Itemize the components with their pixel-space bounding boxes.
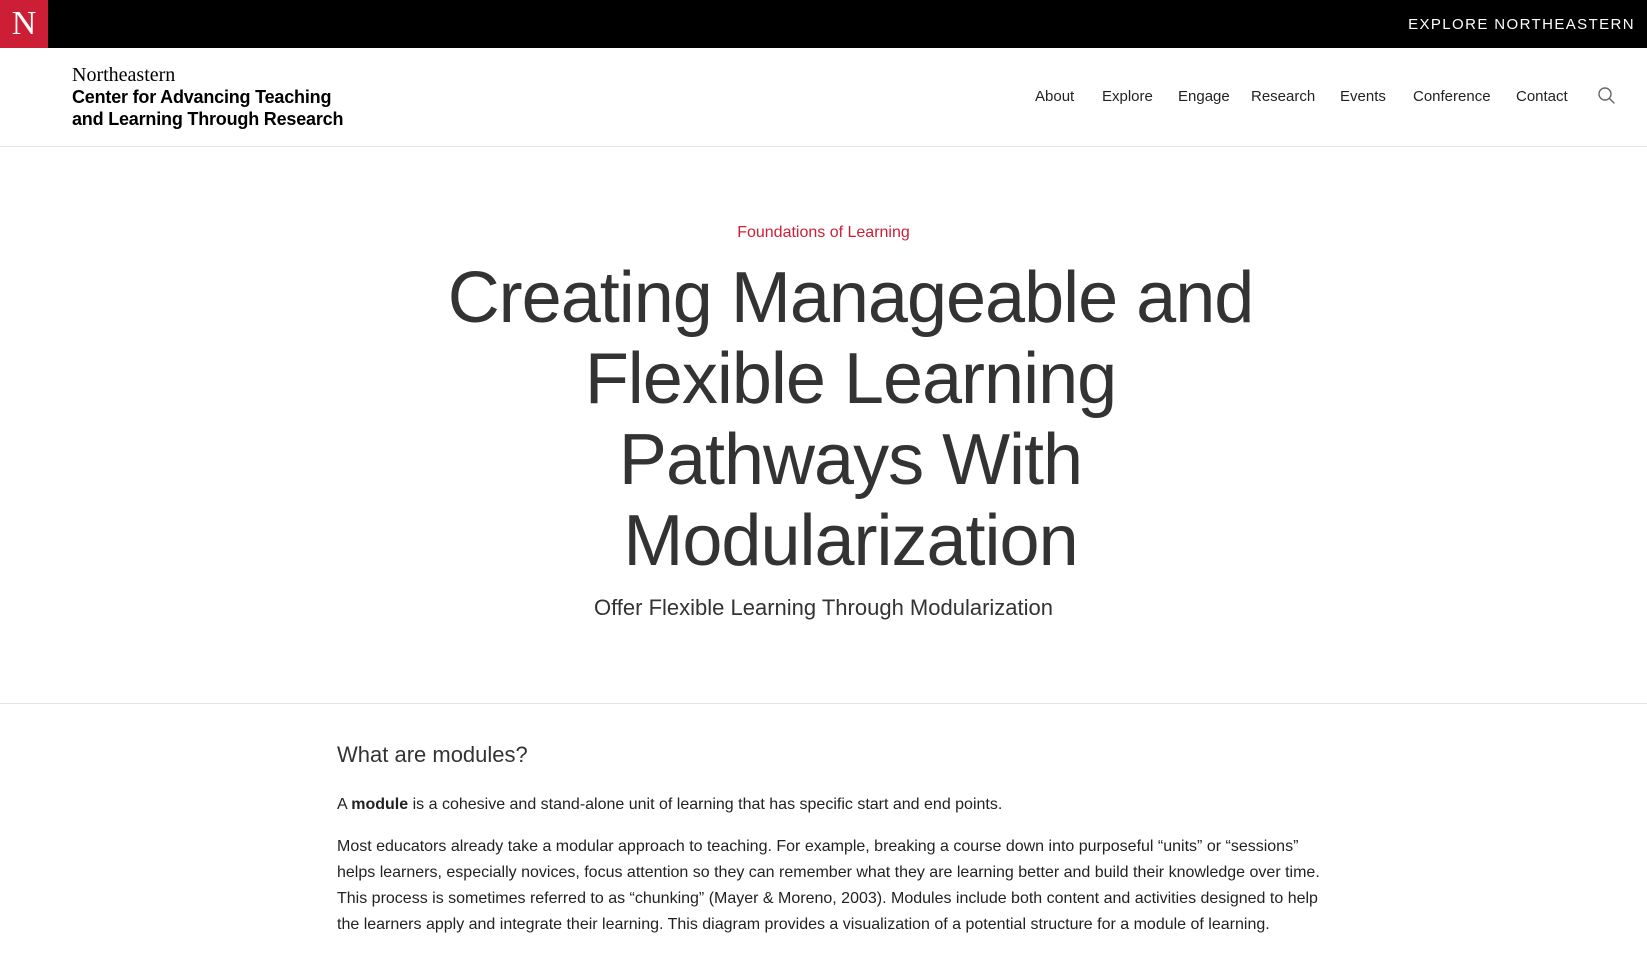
nav-item-events[interactable]: Events xyxy=(1340,88,1386,105)
article-content xyxy=(337,742,1367,954)
body-line-1: Most educators already take a modular approach to teaching. For example, breaking a course down into purposeful “units” or “sessions” xyxy=(337,838,1299,855)
brand-university-name: Northeastern xyxy=(72,64,176,86)
page-subtitle: Offer Flexible Learning Through Modularization xyxy=(593,595,1053,620)
nav-item-contact[interactable]: Contact xyxy=(1516,88,1568,105)
nav-item-about[interactable]: About xyxy=(1035,88,1075,105)
nav-item-research[interactable]: Research xyxy=(1251,88,1316,105)
section-heading: What are modules? xyxy=(337,742,528,767)
page-title-line-3: Pathways With xyxy=(618,420,1083,500)
category-eyebrow[interactable]: Foundations of Learning xyxy=(737,224,910,241)
northeastern-n-logo[interactable] xyxy=(0,0,48,48)
body-line-3: This process is sometimes referred to as “chunking” (Mayer & Moreno, 2003). Modules include both content and activities designed to help xyxy=(337,890,1318,907)
definition-pre: A xyxy=(337,796,347,813)
brand-center-line-1: Center for Advancing Teaching xyxy=(72,87,332,107)
n-logo-letter: N xyxy=(11,5,37,42)
body-line-2: helps learners, especially novices, focus attention so they can remember what they are learning better and build their knowledge over time. xyxy=(337,864,1320,881)
nav-item-explore[interactable]: Explore xyxy=(1102,88,1153,105)
body-line-4: the learners apply and integrate their learning. This diagram provides a visualization of a potential structure for a module of learning. xyxy=(337,916,1270,933)
definition-post: is a cohesive and stand-alone unit of learning that has specific start and end points. xyxy=(412,796,1003,813)
global-top-bar xyxy=(0,0,1647,48)
site-header xyxy=(0,48,1647,147)
page-title-line-2: Flexible Learning xyxy=(584,339,1117,419)
nav-item-engage[interactable]: Engage xyxy=(1178,88,1230,105)
search-icon[interactable] xyxy=(1596,85,1618,107)
explore-northeastern-link[interactable]: EXPLORE NORTHEASTERN xyxy=(1408,15,1635,33)
definition-paragraph xyxy=(337,792,1367,818)
brand-center-line-2: and Learning Through Research xyxy=(72,109,344,129)
main-nav xyxy=(0,48,1647,147)
nav-item-conference[interactable]: Conference xyxy=(1413,88,1491,105)
page-title xyxy=(423,258,1278,582)
page-title-line-4: Modularization xyxy=(623,501,1078,581)
definition-term: module xyxy=(351,796,409,813)
page-hero xyxy=(0,148,1647,704)
page-title-line-1: Creating Manageable and xyxy=(447,258,1254,338)
body-paragraph xyxy=(337,834,1367,938)
